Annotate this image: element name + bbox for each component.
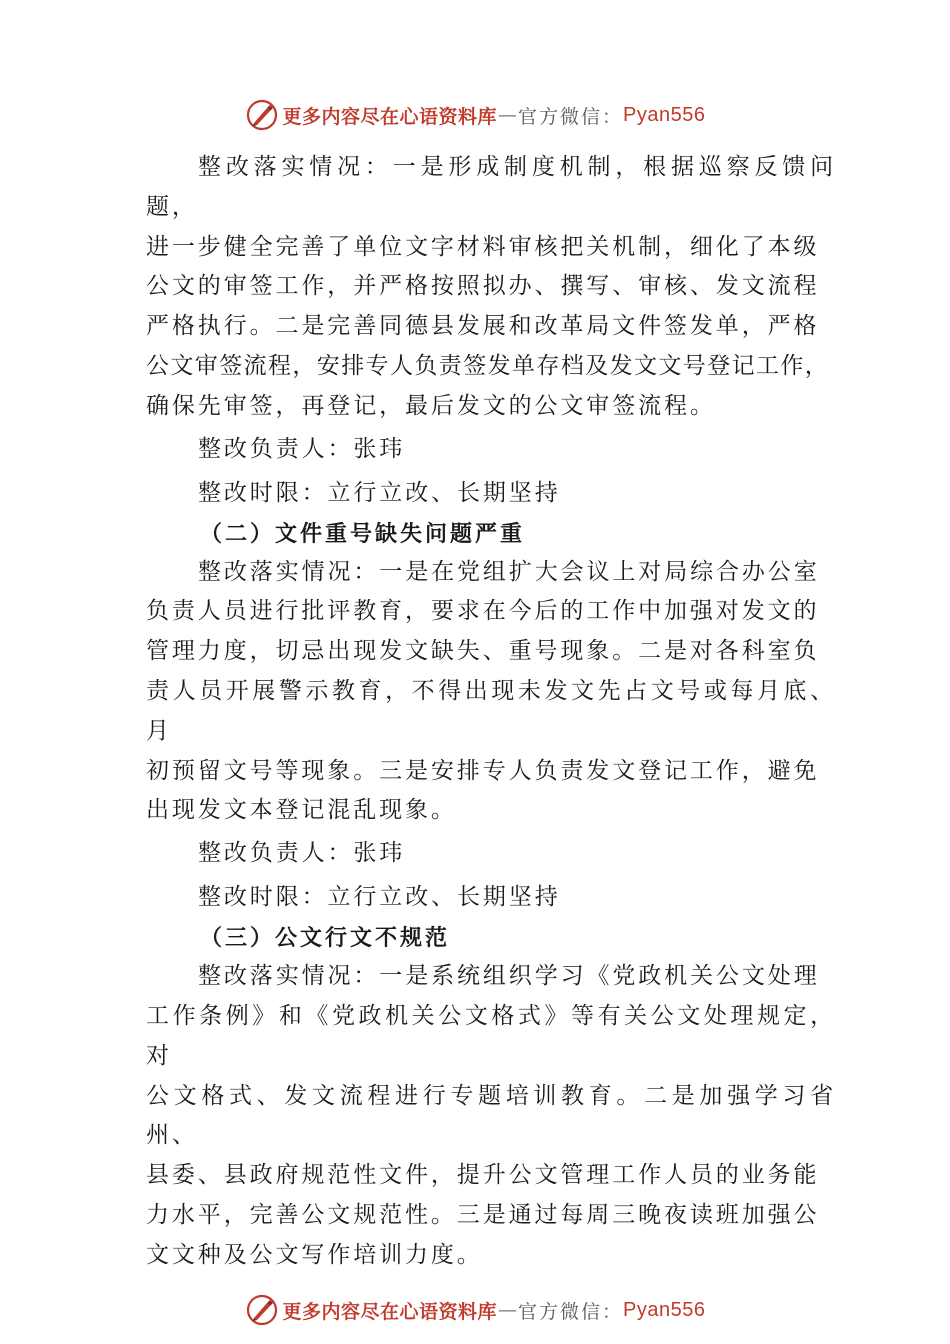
section3-heading: （三）公文行文不规范 [200, 925, 451, 952]
text-line: 力水平，完善公文规范性。三是通过每周三晚夜读班加强公 [146, 1201, 820, 1228]
section2-deadline: 整改时限：立行立改、长期坚持 [198, 884, 561, 911]
footer-watermark [0, 1290, 950, 1330]
text-line: 整改落实情况：一是系统组织学习《党政机关公文处理 [198, 963, 820, 990]
watermark-text: 更多内容尽在心语资料库 [282, 1300, 498, 1323]
text-line: 严格执行。二是完善同德县发展和改革局文件签发单，严格 [146, 313, 820, 340]
text-line: 确保先审签，再登记，最后发文的公文审签流程。 [146, 392, 716, 419]
text-line: 县委、县政府规范性文件，提升公文管理工作人员的业务能 [146, 1162, 820, 1189]
header-watermark [0, 95, 950, 135]
pen-logo-icon [245, 1293, 279, 1327]
text-line: 管理力度，切忌出现发文缺失、重号现象。二是对各科室负 [146, 638, 820, 665]
watermark-dash: — [498, 1299, 518, 1321]
pen-logo-icon [245, 98, 279, 132]
text-line: 进一步健全完善了单位文字材料审核把关机制，细化了本级 [146, 233, 820, 260]
section1-owner: 整改负责人：张玮 [198, 435, 406, 462]
text-line: 负责人员进行批评教育，要求在今后的工作中加强对发文的 [146, 598, 820, 625]
section3-paragraph [146, 957, 836, 1275]
document-body [146, 148, 836, 1276]
section2-paragraph [146, 553, 836, 832]
watermark-dash: — [498, 104, 518, 126]
watermark-wechat-id: Pyan556 [623, 1298, 706, 1321]
text-line: 文文种及公文写作培训力度。 [146, 1241, 483, 1268]
text-line: 初预留文号等现象。三是安排专人负责发文登记工作，避免 [146, 757, 820, 784]
text-line: 责人员开展警示教育，不得出现未发文先占文号或每月底、 月 [146, 677, 836, 744]
text-line: 出现发文本登记混乱现象。 [146, 797, 457, 824]
text-line: 工作条例》和《党政机关公文格式》等有关公文处理规定， 对 [146, 1002, 836, 1069]
section1-paragraph [146, 148, 836, 427]
text-line: 公文的审签工作，并严格按照拟办、撰写、审核、发文流程 [146, 273, 820, 300]
watermark-wechat-id: Pyan556 [623, 103, 706, 126]
text-line: 整改落实情况：一是在党组扩大会议上对局综合办公室 [198, 558, 820, 585]
watermark-wechat-label: 官方微信： [518, 1300, 624, 1323]
watermark-text: 更多内容尽在心语资料库 [282, 105, 498, 128]
watermark-wechat-label: 官方微信： [518, 105, 624, 128]
section2-heading: （二）文件重号缺失问题严重 [200, 520, 526, 547]
text-line: 公文审签流程，安排专人负责签发单存档及发文文号登记工作， [146, 352, 830, 379]
text-line: 整改落实情况：一是形成制度机制，根据巡察反馈问题， [146, 154, 836, 220]
section1-deadline: 整改时限：立行立改、长期坚持 [198, 479, 561, 506]
section2-owner: 整改负责人：张玮 [198, 840, 406, 867]
text-line: 公文格式、发文流程进行专题培训教育。二是加强学习省州、 [146, 1082, 836, 1149]
